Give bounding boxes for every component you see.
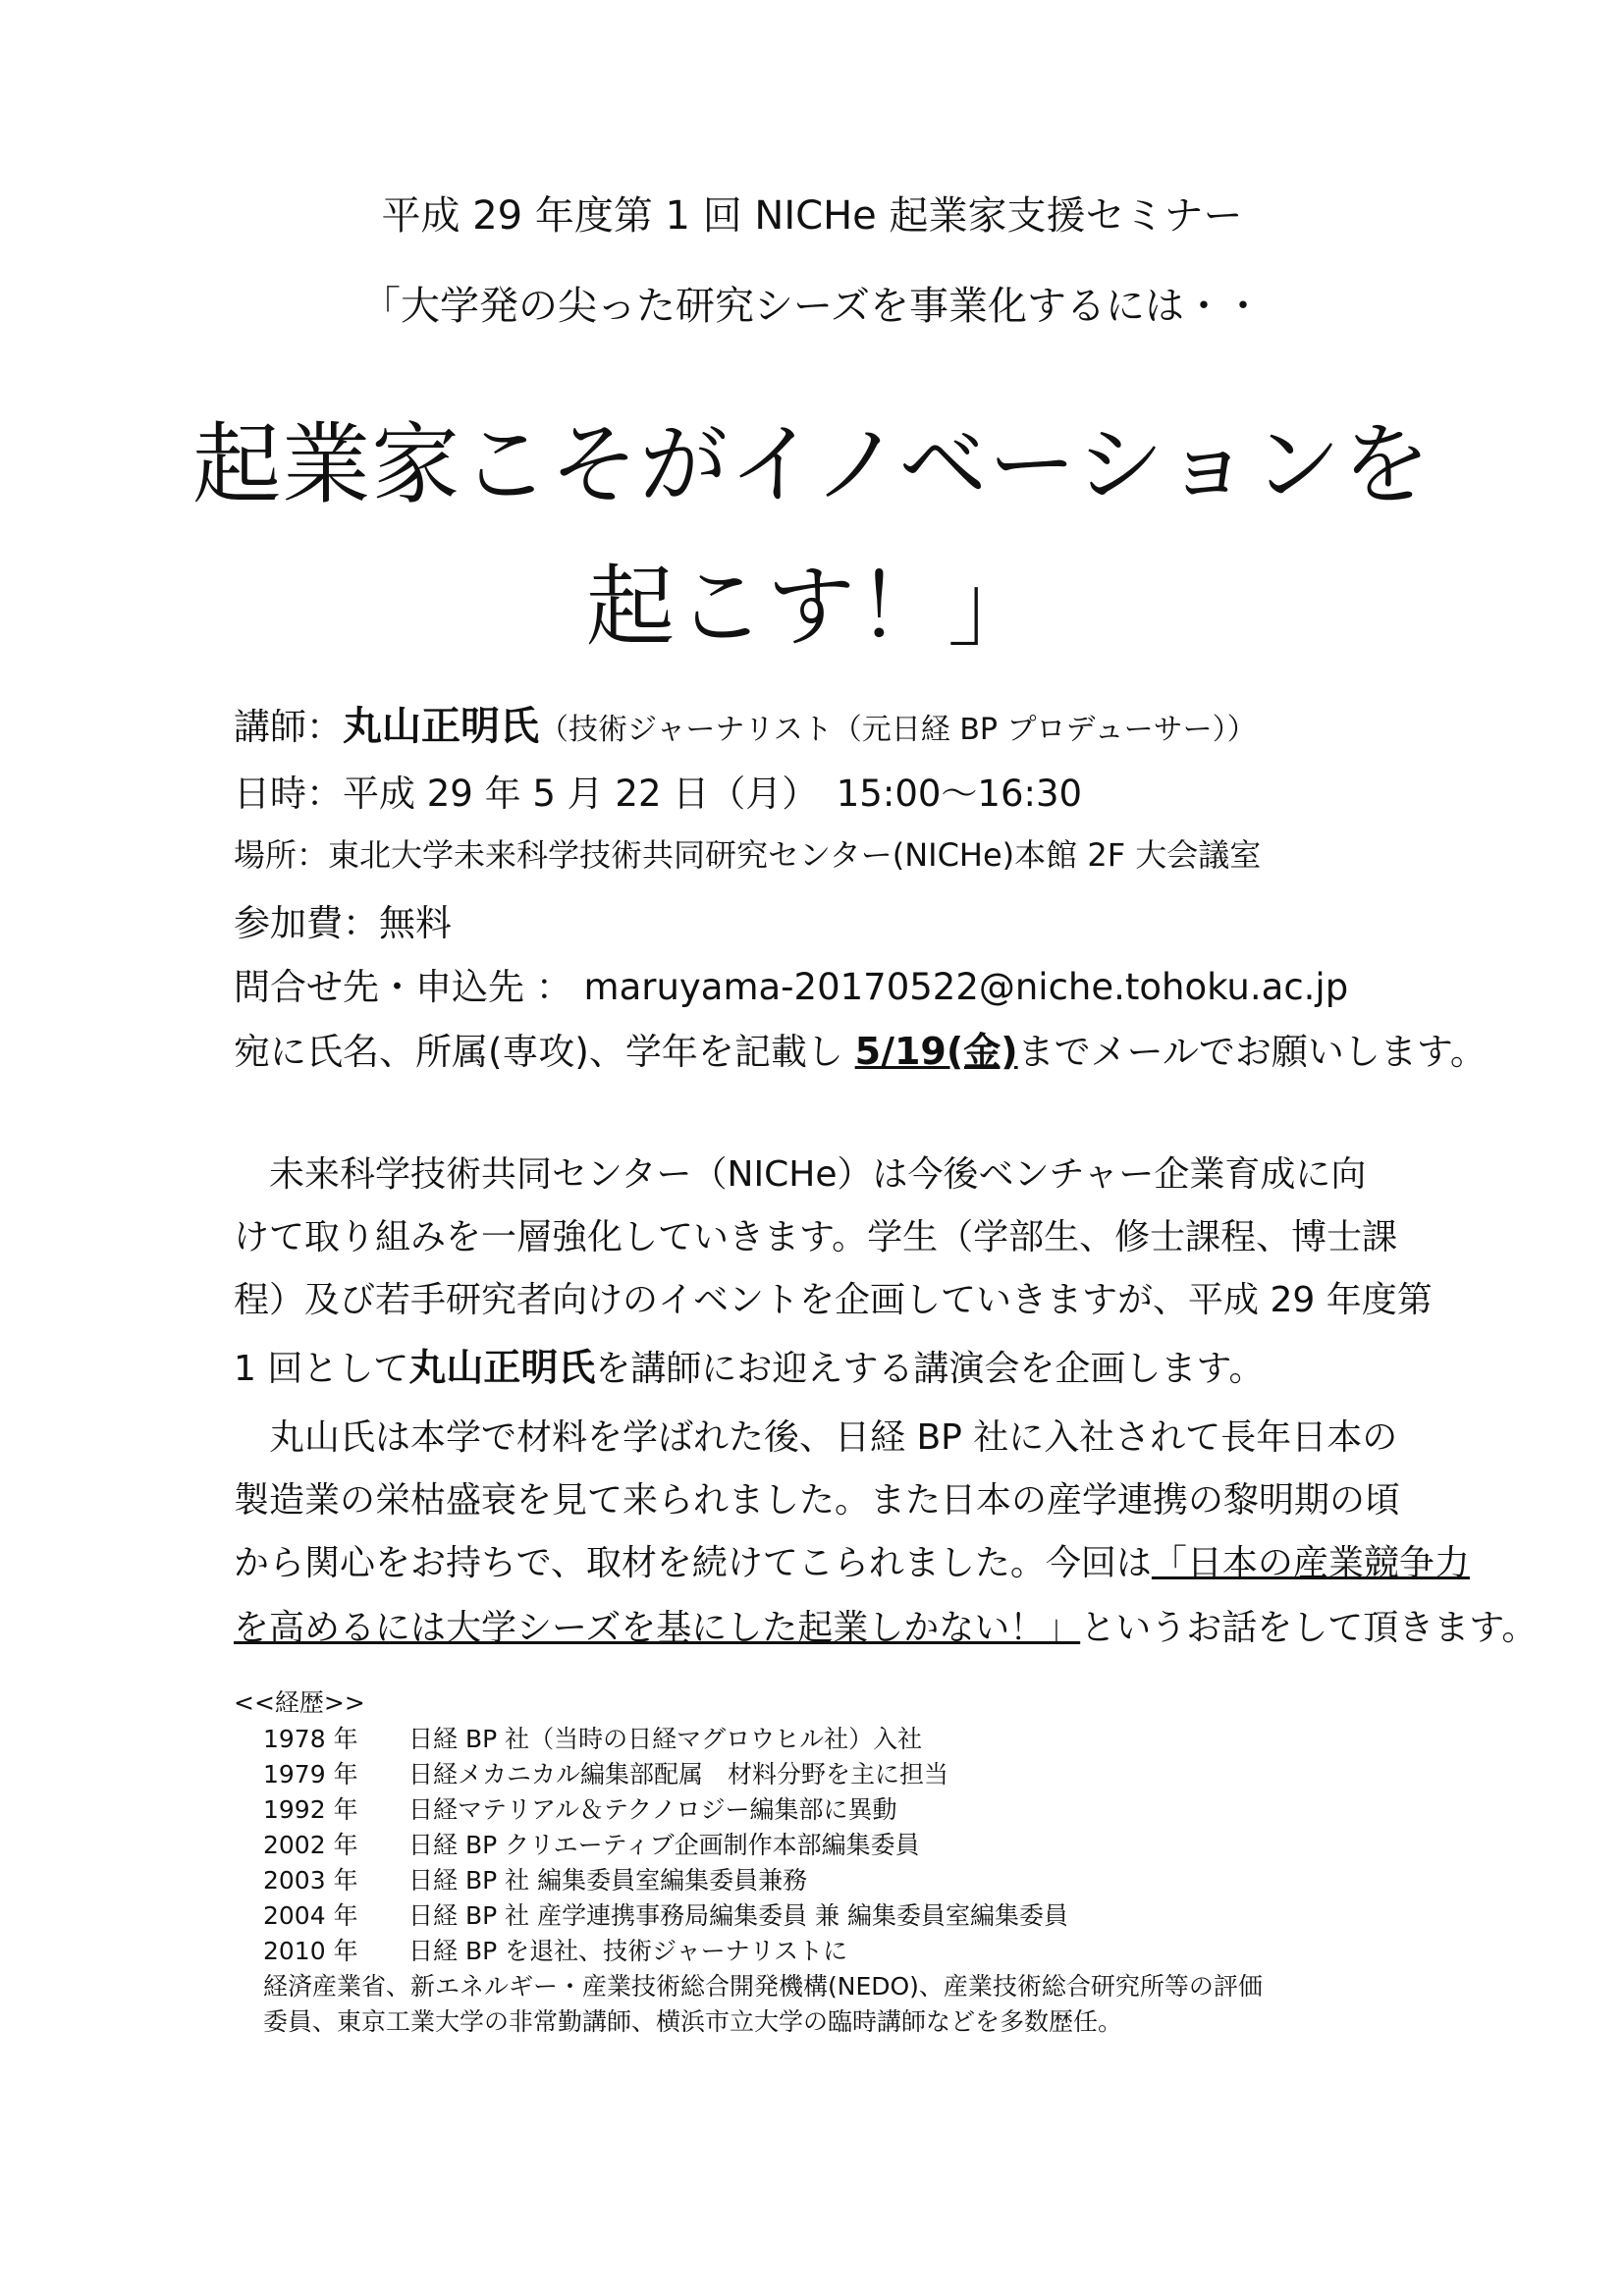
career-text: 日経 BP 社（当時の日経マグロウヒル社）入社 — [408, 1725, 923, 1753]
career-row — [263, 1826, 1490, 1861]
body-line-8-after: というお話をして頂きます。 — [1080, 1608, 1538, 1648]
body-line-7-underline: 「日本の産業競争力 — [1151, 1543, 1470, 1583]
body-lecturer-name: 丸山正明氏 — [408, 1346, 596, 1389]
body-line-7-before: から関心をお持ちで、取材を続けてこられました。今回は — [234, 1543, 1152, 1583]
apply-text-after: までメールでお願いします。 — [1017, 1031, 1487, 1073]
venue-line: 場所：東北大学未来科学技術共同研究センター(NICHe)本館 2F 大会議室 — [234, 836, 1262, 874]
lecturer-label: 講師： — [234, 706, 343, 748]
lecturer-name: 丸山正明氏 — [343, 704, 539, 749]
lecturer-note: （技術ジャーナリスト（元日経 BP プロデューサー）） — [539, 713, 1257, 747]
lecturer-line — [234, 695, 1441, 751]
career-row — [263, 1790, 1490, 1826]
career-continuation-1: 経済産業省、新エネルギー・産業技術総合開発機構(NEDO)、産業技術総合研究所等の評価 — [263, 1972, 1263, 2001]
main-title-line-1: 起業家こそがイノベーションを — [192, 413, 1432, 516]
fee-line: 参加費：無料 — [234, 902, 452, 944]
deadline-date: 5/19(金) — [854, 1030, 1018, 1073]
career-year: 1992 年 — [263, 1795, 358, 1824]
career-row — [263, 1896, 1490, 1932]
career-year: 2003 年 — [263, 1866, 358, 1895]
apply-text-before: 宛に氏名、所属(専攻)、学年を記載し — [234, 1031, 855, 1073]
career-year: 1979 年 — [263, 1760, 358, 1789]
career-text: 日経 BP 社 編集委員室編集委員兼務 — [408, 1866, 808, 1895]
main-title-line-2: 起こす！」 — [586, 556, 1038, 659]
body-line-2: けて取り組みを一層強化していきます。学生（学部生、修士課程、博士課 — [234, 1217, 1398, 1257]
body-line-6: 製造業の栄枯盛衰を見て来られました。また日本の産学連携の黎明期の頃 — [234, 1480, 1401, 1521]
body-line-5: 丸山氏は本学で材料を学ばれた後、日経 BP 社に入社されて長年日本の — [234, 1417, 1398, 1458]
body-line-1: 未来科学技術共同センター（NICHe）は今後ベンチャー企業育成に向 — [234, 1154, 1367, 1195]
career-year: 1978 年 — [263, 1725, 358, 1753]
career-year: 2004 年 — [263, 1901, 358, 1930]
career-text: 日経 BP 社 産学連携事務局編集委員 兼 編集委員室編集委員 — [408, 1901, 1068, 1930]
career-row — [263, 1932, 1490, 1967]
career-row — [263, 1861, 1490, 1896]
body-line-4-after: を講師にお迎えする講演会を企画します。 — [595, 1349, 1265, 1389]
career-row — [263, 1720, 1490, 1755]
body-line-3: 程）及び若手研究者向けのイベントを企画していきますが、平成 29 年度第 — [234, 1280, 1433, 1320]
contact-line: 問合せ先・申込先 ： maruyama-20170522@niche.tohoku.ac.jp — [234, 966, 1349, 1008]
seminar-subtitle: 「大学発の尖った研究シーズを事業化するには・・ — [361, 284, 1263, 329]
career-text: 日経 BP を退社、技術ジャーナリストに — [408, 1937, 848, 1965]
body-line-4-before: 1 回として — [234, 1349, 409, 1389]
body-line-7 — [234, 1535, 1470, 1585]
career-year: 2002 年 — [263, 1831, 358, 1859]
apply-line — [234, 1021, 1487, 1075]
career-text: 日経メカニカル編集部配属 材料分野を主に担当 — [408, 1760, 949, 1789]
career-year: 2010 年 — [263, 1937, 358, 1965]
body-line-8-underline: を高めるには大学シーズを基にした起業しかない！」 — [234, 1608, 1081, 1648]
career-text: 日経マテリアル＆テクノロジー編集部に異動 — [408, 1795, 897, 1824]
body-line-4 — [234, 1337, 1408, 1391]
seminar-title: 平成 29 年度第 1 回 NICHe 起業家支援セミナー — [381, 193, 1243, 239]
body-line-8 — [234, 1600, 1538, 1650]
career-text: 日経 BP クリエーティブ企画制作本部編集委員 — [408, 1831, 920, 1859]
datetime-line: 日時：平成 29 年 5 月 22 日（月） 15:00～16:30 — [234, 773, 1083, 815]
career-row — [263, 1755, 1490, 1790]
career-heading: <<経歴>> — [234, 1688, 365, 1717]
career-continuation-2: 委員、東京工業大学の非常勤講師、横浜市立大学の臨時講師などを多数歴任。 — [263, 2007, 1123, 2036]
